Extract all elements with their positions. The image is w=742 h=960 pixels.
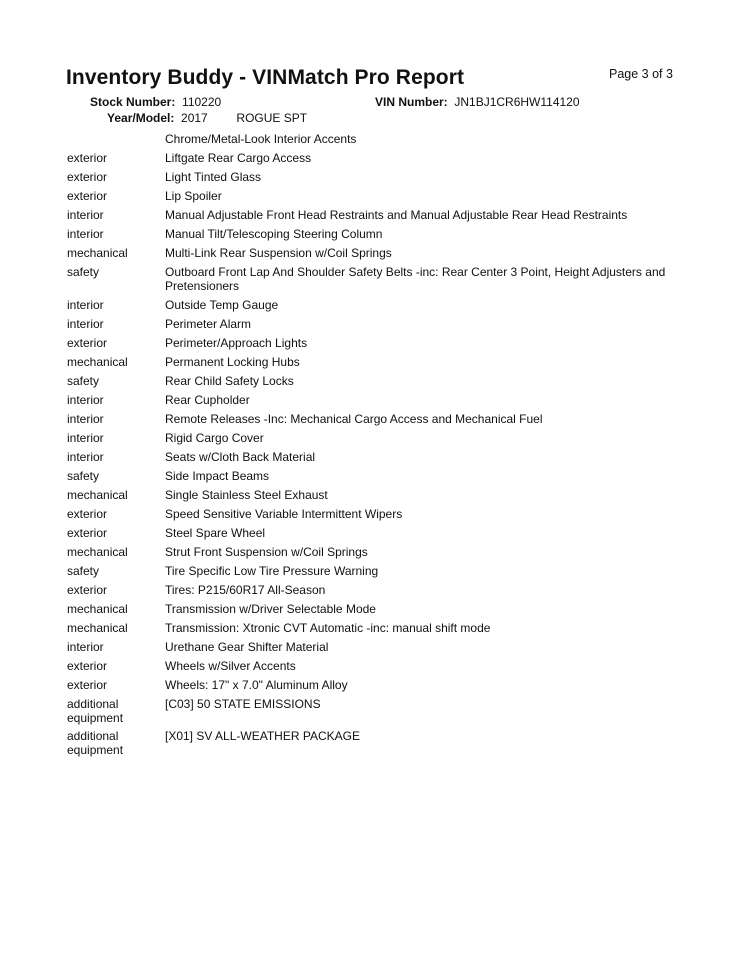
page-number: Page 3 of 3 <box>609 67 673 81</box>
item-category: safety <box>67 564 100 578</box>
item-category: mechanical <box>67 355 128 369</box>
item-category: interior <box>67 317 104 331</box>
list-item <box>67 564 707 583</box>
item-category: mechanical <box>67 602 128 616</box>
item-category <box>67 132 165 151</box>
list-item <box>67 488 707 507</box>
item-category: exterior <box>67 170 108 184</box>
list-item <box>67 227 707 246</box>
list-item <box>67 450 707 469</box>
item-description: Perimeter/Approach Lights <box>165 336 308 350</box>
item-description: Single Stainless Steel Exhaust <box>165 488 328 502</box>
list-item <box>67 151 707 170</box>
list-item <box>67 621 707 640</box>
list-item <box>67 298 707 317</box>
vin-number <box>375 95 580 109</box>
item-description: Lip Spoiler <box>165 189 222 203</box>
list-item <box>67 208 707 227</box>
item-category: exterior <box>67 583 108 597</box>
item-description: Rear Cupholder <box>165 393 250 407</box>
list-item <box>67 412 707 431</box>
item-category: additional equipment <box>67 729 124 757</box>
list-item <box>67 678 707 697</box>
item-category: safety <box>67 265 100 279</box>
list-item <box>67 697 707 729</box>
item-description: Transmission: Xtronic CVT Automatic -inc: manual shift mode <box>165 621 491 635</box>
list-item <box>67 132 707 151</box>
item-category: interior <box>67 393 104 407</box>
list-item <box>67 545 707 564</box>
list-item <box>67 393 707 412</box>
item-description: Light Tinted Glass <box>165 170 262 184</box>
stock-number <box>90 95 221 109</box>
list-item <box>67 602 707 621</box>
equipment-list <box>67 132 707 761</box>
item-description: Manual Adjustable Front Head Restraints and Manual Adjustable Rear Head Restraints <box>165 208 628 222</box>
item-description: Strut Front Suspension w/Coil Springs <box>165 545 368 559</box>
list-item <box>67 336 707 355</box>
vin-number-value: JN1BJ1CR6HW114120 <box>454 95 580 109</box>
year-value: 2017 <box>181 111 208 125</box>
year-model <box>107 111 307 125</box>
list-item <box>67 246 707 265</box>
list-item <box>67 374 707 393</box>
item-category: exterior <box>67 189 108 203</box>
item-category: exterior <box>67 659 108 673</box>
list-item <box>67 317 707 336</box>
list-item <box>67 583 707 602</box>
item-category: mechanical <box>67 246 128 260</box>
item-category: exterior <box>67 151 108 165</box>
item-category: interior <box>67 640 104 654</box>
item-description: Speed Sensitive Variable Intermittent Wipers <box>165 507 403 521</box>
list-item <box>67 189 707 208</box>
list-item <box>67 265 707 298</box>
item-description: Remote Releases -Inc: Mechanical Cargo Access and Mechanical Fuel <box>165 412 543 426</box>
item-description: Multi-Link Rear Suspension w/Coil Springs <box>165 246 392 260</box>
item-description: [X01] SV ALL-WEATHER PACKAGE <box>165 729 360 743</box>
vin-number-label: VIN Number: <box>375 95 448 109</box>
list-item <box>67 729 707 761</box>
item-description: Wheels: 17" x 7.0" Aluminum Alloy <box>165 678 348 692</box>
item-category: safety <box>67 469 100 483</box>
list-item <box>67 469 707 488</box>
item-description: Tires: P215/60R17 All-Season <box>165 583 326 597</box>
item-category: additional equipment <box>67 697 124 725</box>
item-category: interior <box>67 298 104 312</box>
item-category: safety <box>67 374 100 388</box>
item-description: [C03] 50 STATE EMISSIONS <box>165 697 321 711</box>
model-value: ROGUE SPT <box>236 111 308 125</box>
list-item <box>67 640 707 659</box>
item-description: Seats w/Cloth Back Material <box>165 450 316 464</box>
stock-number-label: Stock Number: <box>90 95 176 109</box>
item-category: exterior <box>67 526 108 540</box>
item-category: interior <box>67 227 104 241</box>
item-description: Urethane Gear Shifter Material <box>165 640 329 654</box>
list-item <box>67 431 707 450</box>
item-description: Rear Child Safety Locks <box>165 374 294 388</box>
item-category: mechanical <box>67 621 128 635</box>
item-description: Steel Spare Wheel <box>165 526 266 540</box>
item-description: Chrome/Metal-Look Interior Accents <box>165 132 357 146</box>
item-description: Transmission w/Driver Selectable Mode <box>165 602 376 616</box>
report-title: Inventory Buddy - VINMatch Pro Report <box>66 66 465 89</box>
stock-number-value: 110220 <box>182 95 222 109</box>
item-description: Outboard Front Lap And Shoulder Safety Belts -inc: Rear Center 3 Point, Height Adjusters and Pretensioners <box>165 265 666 293</box>
item-category: mechanical <box>67 488 128 502</box>
list-item <box>67 659 707 678</box>
item-description: Liftgate Rear Cargo Access <box>165 151 312 165</box>
list-item <box>67 507 707 526</box>
item-description: Wheels w/Silver Accents <box>165 659 296 673</box>
item-category: interior <box>67 431 104 445</box>
item-description: Side Impact Beams <box>165 469 270 483</box>
item-description: Rigid Cargo Cover <box>165 431 264 445</box>
item-category: mechanical <box>67 545 128 559</box>
year-model-label: Year/Model: <box>107 111 175 125</box>
item-category: exterior <box>67 507 108 521</box>
item-description: Manual Tilt/Telescoping Steering Column <box>165 227 383 241</box>
list-item <box>67 355 707 374</box>
item-description: Perimeter Alarm <box>165 317 252 331</box>
item-description: Tire Specific Low Tire Pressure Warning <box>165 564 379 578</box>
item-category: interior <box>67 412 104 426</box>
item-category: exterior <box>67 678 108 692</box>
item-description: Permanent Locking Hubs <box>165 355 300 369</box>
list-item <box>67 526 707 545</box>
item-description: Outside Temp Gauge <box>165 298 279 312</box>
item-category: exterior <box>67 336 108 350</box>
list-item <box>67 170 707 189</box>
item-category: interior <box>67 208 104 222</box>
item-category: interior <box>67 450 104 464</box>
